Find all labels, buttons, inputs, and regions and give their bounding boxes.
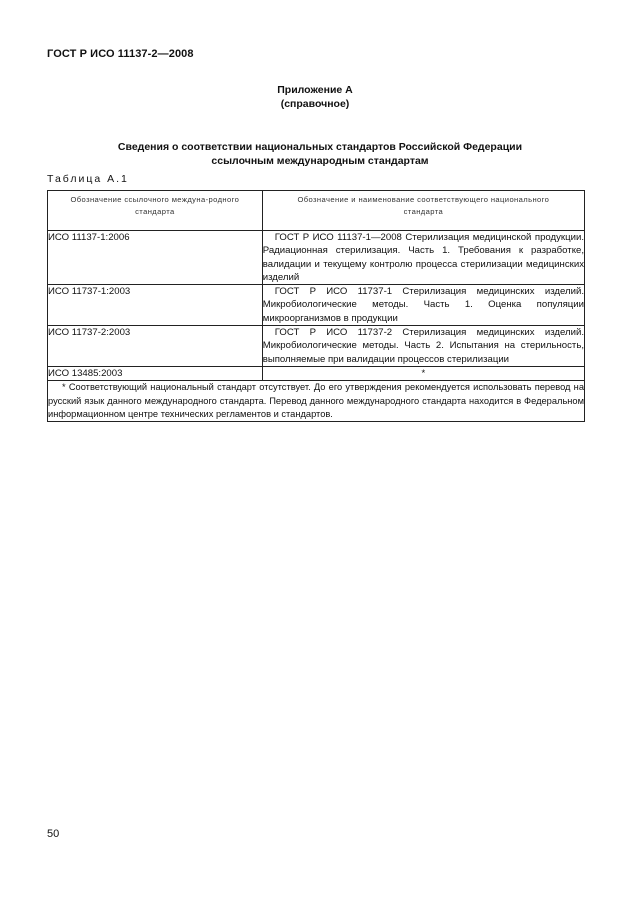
iso-code-cell: ИСО 11137-1:2006: [48, 231, 263, 285]
footnote-text: * Соответствующий национальный стандарт отсутствует. До его утверждения рекомендуется использовать перевод на русский язык данного международного стандарта. Перевод данного международного стандарта находится в Федеральном информационном центре технических регламентов и стандартов.: [48, 382, 584, 419]
table-label: Таблица А.1: [47, 173, 129, 185]
iso-code-cell: ИСО 13485:2003: [48, 366, 263, 380]
table-row: [48, 366, 585, 380]
table-footnote: [48, 381, 585, 422]
gost-description-cell: [262, 326, 584, 367]
iso-code-cell: ИСО 11737-1:2003: [48, 285, 263, 326]
page-number: 50: [47, 828, 60, 840]
table-row: [48, 285, 585, 326]
gost-description-cell: [262, 231, 584, 285]
table-header-row: [48, 191, 585, 231]
iso-code-cell: ИСО 11737-2:2003: [48, 326, 263, 367]
annex-heading: [0, 83, 630, 111]
table-row: [48, 326, 585, 367]
table-row: [48, 231, 585, 285]
header-national-standard: Обозначение и наименование соответствующего национального стандарта: [262, 191, 584, 231]
gost-description-text: ГОСТ Р ИСО 11737-1 Стерилизация медицинских изделий. Микробиологические методы. Часть 1. Оценка популяции микроорганизмов в продукции: [262, 286, 584, 324]
document-code: ГОСТ Р ИСО 11137-2—2008: [47, 48, 194, 60]
correspondence-table: [47, 190, 585, 422]
header-iso-standard: Обозначение ссылочного междуна-родного стандарта: [48, 191, 263, 231]
footnote-row: [48, 381, 585, 422]
annex-title: Приложение А: [277, 84, 353, 96]
table-title-line-1: Сведения о соответствии национальных стандартов Российской Федерации: [117, 141, 523, 153]
gost-description-cell: [262, 285, 584, 326]
gost-description-text: ГОСТ Р ИСО 11137-1—2008 Стерилизация медицинской продукции. Радиационная стерилизация. Часть 1. Требования к разработке, валидации и текущему контролю процесса стерилизации медицинских изделий: [262, 232, 584, 283]
gost-description-text: ГОСТ Р ИСО 11737-2 Стерилизация медицинских изделий. Микробиологические методы. Часть 2. Испытания на стерильность, выполняемые при валидации процессов стерилизации: [262, 327, 584, 365]
annex-subtitle: (справочное): [280, 98, 350, 110]
gost-description-cell: *: [262, 366, 584, 380]
table-title: [90, 140, 550, 168]
table-title-line-2: ссылочным международным стандартам: [211, 155, 429, 167]
